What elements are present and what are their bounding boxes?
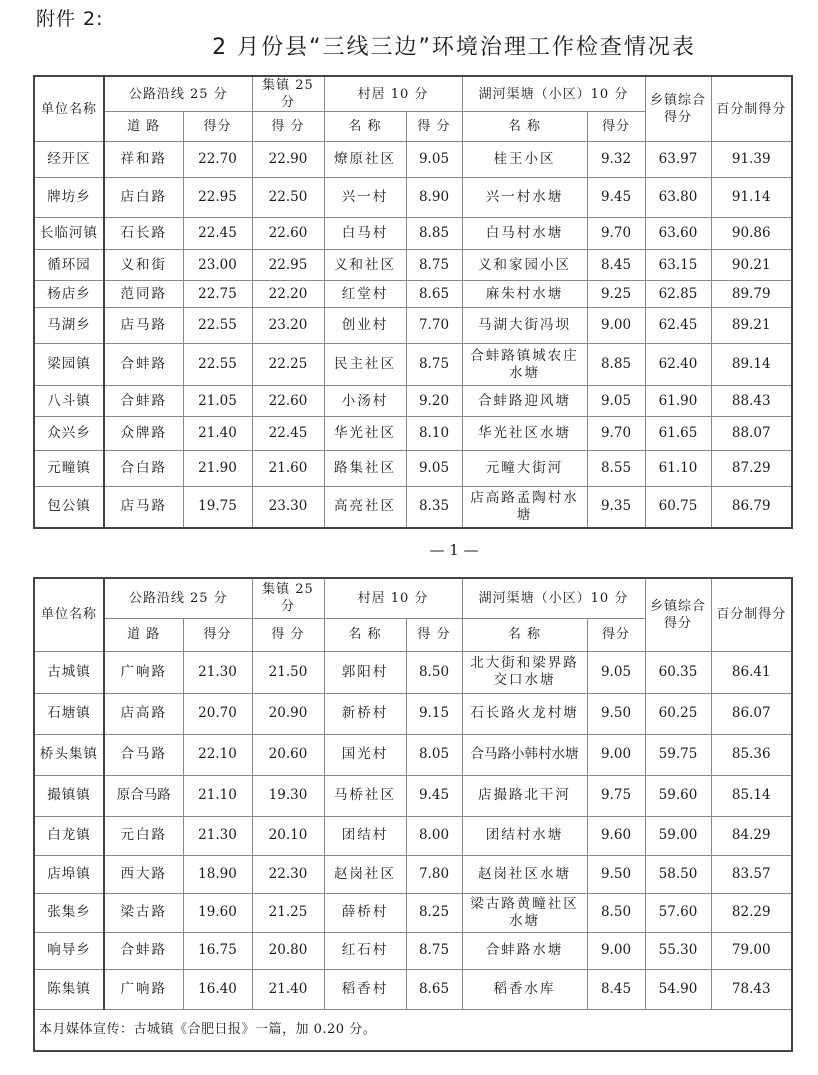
cell-village: 创业村	[324, 308, 406, 344]
cell-water-score: 9.45	[587, 178, 645, 218]
header-water-score: 得分	[587, 112, 645, 142]
header-road-name: 道 路	[104, 618, 183, 651]
cell-water: 元疃大街河	[462, 451, 587, 487]
cell-road: 合白路	[104, 451, 183, 487]
cell-water-score: 8.85	[587, 344, 645, 386]
cell-unit: 众兴乡	[34, 417, 104, 451]
header-road-group: 公路沿线 25 分	[104, 578, 252, 618]
cell-road: 广响路	[104, 651, 183, 693]
cell-town-score: 19.30	[252, 775, 324, 816]
cell-village-score: 8.75	[406, 250, 462, 281]
cell-village: 燎原社区	[324, 142, 406, 178]
cell-village-score: 8.05	[406, 734, 462, 775]
cell-water: 麻朱村水塘	[462, 281, 587, 308]
table-row	[34, 344, 792, 386]
cell-road-score: 18.90	[183, 855, 252, 893]
cell-village-score: 8.10	[406, 417, 462, 451]
cell-water-score: 9.25	[587, 281, 645, 308]
cell-village-score: 8.65	[406, 281, 462, 308]
score-table-1	[33, 75, 793, 529]
cell-village-score: 8.00	[406, 816, 462, 855]
cell-road: 原合马路	[104, 775, 183, 816]
table-row	[34, 969, 792, 1009]
cell-percent: 88.07	[711, 417, 792, 451]
cell-unit: 马湖乡	[34, 308, 104, 344]
cell-water-score: 8.50	[587, 893, 645, 932]
table-row	[34, 816, 792, 855]
cell-percent: 87.29	[711, 451, 792, 487]
cell-water-score: 9.00	[587, 734, 645, 775]
header-village-name: 名 称	[324, 112, 406, 142]
cell-road-score: 22.55	[183, 308, 252, 344]
cell-water-score: 9.70	[587, 417, 645, 451]
header-road-group: 公路沿线 25 分	[104, 76, 252, 112]
attachment-label: 附件 2:	[36, 8, 104, 30]
cell-village-score: 7.70	[406, 308, 462, 344]
header-composite: 乡镇综合得分	[645, 76, 711, 142]
cell-water: 赵岗社区水塘	[462, 855, 587, 893]
cell-village-score: 8.50	[406, 651, 462, 693]
cell-water: 合蚌路迎风塘	[462, 386, 587, 417]
cell-composite: 61.65	[645, 417, 711, 451]
header-town-score: 得 分	[252, 618, 324, 651]
cell-composite: 62.40	[645, 344, 711, 386]
table-row	[34, 308, 792, 344]
cell-road-score: 16.75	[183, 932, 252, 969]
table-row	[34, 386, 792, 417]
cell-water-score: 9.60	[587, 816, 645, 855]
table-row	[34, 855, 792, 893]
cell-composite: 60.35	[645, 651, 711, 693]
cell-village: 义和社区	[324, 250, 406, 281]
header-town-score: 得 分	[252, 112, 324, 142]
note-row	[34, 1009, 792, 1051]
cell-town-score: 20.60	[252, 734, 324, 775]
cell-percent: 86.41	[711, 651, 792, 693]
cell-road-score: 16.40	[183, 969, 252, 1009]
cell-composite: 60.75	[645, 487, 711, 528]
cell-village-score: 8.25	[406, 893, 462, 932]
cell-road: 义和街	[104, 250, 183, 281]
cell-village-score: 8.75	[406, 344, 462, 386]
cell-road: 合蚌路	[104, 932, 183, 969]
cell-road: 合蚌路	[104, 386, 183, 417]
cell-unit: 桥头集镇	[34, 734, 104, 775]
cell-water: 华光社区水塘	[462, 417, 587, 451]
cell-percent: 89.14	[711, 344, 792, 386]
cell-water: 兴一村水塘	[462, 178, 587, 218]
cell-percent: 78.43	[711, 969, 792, 1009]
cell-village-score: 9.15	[406, 693, 462, 734]
cell-road-score: 19.75	[183, 487, 252, 528]
cell-percent: 88.43	[711, 386, 792, 417]
cell-unit: 杨店乡	[34, 281, 104, 308]
cell-town-score: 22.95	[252, 250, 324, 281]
cell-water: 店撮路北干河	[462, 775, 587, 816]
cell-village: 红堂村	[324, 281, 406, 308]
document-title: 2 月份县“三线三边”环境治理工作检查情况表	[212, 35, 696, 60]
cell-composite: 63.60	[645, 218, 711, 250]
cell-percent: 82.29	[711, 893, 792, 932]
cell-water-score: 9.00	[587, 308, 645, 344]
cell-water: 马湖大街冯坝	[462, 308, 587, 344]
cell-town-score: 21.60	[252, 451, 324, 487]
header-composite: 乡镇综合得分	[645, 578, 711, 651]
cell-town-score: 22.30	[252, 855, 324, 893]
cell-water-score: 9.50	[587, 693, 645, 734]
cell-village-score: 8.85	[406, 218, 462, 250]
cell-percent: 83.57	[711, 855, 792, 893]
cell-village: 民主社区	[324, 344, 406, 386]
table-row	[34, 932, 792, 969]
cell-percent: 90.21	[711, 250, 792, 281]
cell-village-score: 8.65	[406, 969, 462, 1009]
cell-village: 路集社区	[324, 451, 406, 487]
cell-road: 众牌路	[104, 417, 183, 451]
cell-village-score: 8.75	[406, 932, 462, 969]
cell-road-score: 21.10	[183, 775, 252, 816]
cell-town-score: 22.90	[252, 142, 324, 178]
cell-water: 北大街和梁界路交口水塘	[462, 651, 587, 693]
cell-road: 祥和路	[104, 142, 183, 178]
cell-town-score: 23.20	[252, 308, 324, 344]
cell-water: 店高路孟陶村水塘	[462, 487, 587, 528]
cell-village: 国光村	[324, 734, 406, 775]
header-water-name: 名 称	[462, 112, 587, 142]
cell-percent: 90.86	[711, 218, 792, 250]
table-row	[34, 893, 792, 932]
cell-town-score: 22.20	[252, 281, 324, 308]
cell-road: 店马路	[104, 308, 183, 344]
cell-unit: 店埠镇	[34, 855, 104, 893]
cell-water-score: 9.05	[587, 651, 645, 693]
cell-percent: 84.29	[711, 816, 792, 855]
cell-water-score: 9.35	[587, 487, 645, 528]
cell-village: 郭阳村	[324, 651, 406, 693]
table-row	[34, 142, 792, 178]
cell-percent: 91.39	[711, 142, 792, 178]
header-village-group: 村居 10 分	[324, 76, 462, 112]
cell-road-score: 21.30	[183, 651, 252, 693]
cell-road: 西大路	[104, 855, 183, 893]
cell-town-score: 20.90	[252, 693, 324, 734]
cell-village-score: 8.35	[406, 487, 462, 528]
cell-unit: 梁园镇	[34, 344, 104, 386]
cell-unit: 包公镇	[34, 487, 104, 528]
table-row	[34, 218, 792, 250]
cell-village: 华光社区	[324, 417, 406, 451]
cell-town-score: 21.25	[252, 893, 324, 932]
header-percent: 百分制得分	[711, 578, 792, 651]
cell-water: 稻香水库	[462, 969, 587, 1009]
header-village-score: 得 分	[406, 618, 462, 651]
cell-road: 店马路	[104, 487, 183, 528]
cell-percent: 89.21	[711, 308, 792, 344]
cell-village: 新桥村	[324, 693, 406, 734]
cell-town-score: 22.45	[252, 417, 324, 451]
cell-village: 马桥社区	[324, 775, 406, 816]
cell-composite: 63.80	[645, 178, 711, 218]
cell-road-score: 22.45	[183, 218, 252, 250]
page-number: — 1 —	[429, 541, 479, 559]
cell-road-score: 22.10	[183, 734, 252, 775]
table-row	[34, 250, 792, 281]
cell-water: 合马路小韩村水塘	[462, 734, 587, 775]
cell-water-score: 9.75	[587, 775, 645, 816]
cell-water: 桂王小区	[462, 142, 587, 178]
header-water-group: 湖河渠塘（小区）10 分	[462, 578, 645, 618]
table-row	[34, 693, 792, 734]
cell-unit: 八斗镇	[34, 386, 104, 417]
cell-road-score: 21.05	[183, 386, 252, 417]
cell-unit: 撮镇镇	[34, 775, 104, 816]
cell-village-score: 9.05	[406, 451, 462, 487]
cell-road-score: 20.70	[183, 693, 252, 734]
cell-water: 石长路火龙村塘	[462, 693, 587, 734]
table-row	[34, 734, 792, 775]
header-water-name: 名 称	[462, 618, 587, 651]
cell-village: 兴一村	[324, 178, 406, 218]
cell-village: 薛桥村	[324, 893, 406, 932]
cell-percent: 91.14	[711, 178, 792, 218]
cell-water-score: 8.45	[587, 969, 645, 1009]
cell-road-score: 19.60	[183, 893, 252, 932]
cell-water-score: 9.00	[587, 932, 645, 969]
cell-composite: 63.97	[645, 142, 711, 178]
cell-road-score: 21.30	[183, 816, 252, 855]
cell-unit: 长临河镇	[34, 218, 104, 250]
cell-composite: 59.60	[645, 775, 711, 816]
cell-town-score: 20.10	[252, 816, 324, 855]
cell-road: 店白路	[104, 178, 183, 218]
cell-unit: 响导乡	[34, 932, 104, 969]
cell-village-score: 9.20	[406, 386, 462, 417]
cell-road: 梁古路	[104, 893, 183, 932]
cell-percent: 85.14	[711, 775, 792, 816]
cell-water: 合蚌路镇城农庄水塘	[462, 344, 587, 386]
cell-town-score: 22.60	[252, 386, 324, 417]
header-village-group: 村居 10 分	[324, 578, 462, 618]
cell-village: 稻香村	[324, 969, 406, 1009]
cell-water: 白马村水塘	[462, 218, 587, 250]
cell-village: 白马村	[324, 218, 406, 250]
cell-town-score: 23.30	[252, 487, 324, 528]
cell-water: 团结村水塘	[462, 816, 587, 855]
cell-road-score: 21.40	[183, 417, 252, 451]
cell-unit: 白龙镇	[34, 816, 104, 855]
cell-unit: 古城镇	[34, 651, 104, 693]
cell-road: 广响路	[104, 969, 183, 1009]
cell-road-score: 22.70	[183, 142, 252, 178]
cell-road-score: 23.00	[183, 250, 252, 281]
cell-percent: 86.79	[711, 487, 792, 528]
cell-water: 合蚌路水塘	[462, 932, 587, 969]
cell-village: 赵岗社区	[324, 855, 406, 893]
cell-composite: 57.60	[645, 893, 711, 932]
cell-composite: 62.45	[645, 308, 711, 344]
header-road-score: 得分	[183, 618, 252, 651]
header-road-name: 道 路	[104, 112, 183, 142]
header-water-score: 得分	[587, 618, 645, 651]
cell-water-score: 9.50	[587, 855, 645, 893]
table-row	[34, 651, 792, 693]
cell-village-score: 8.90	[406, 178, 462, 218]
cell-water: 梁古路黄疃社区水塘	[462, 893, 587, 932]
cell-water-score: 8.45	[587, 250, 645, 281]
cell-road: 石长路	[104, 218, 183, 250]
cell-village: 高亮社区	[324, 487, 406, 528]
header-unit: 单位名称	[34, 76, 104, 142]
table-row	[34, 451, 792, 487]
cell-percent: 79.00	[711, 932, 792, 969]
cell-village: 小汤村	[324, 386, 406, 417]
header-town-group: 集镇 25 分	[252, 76, 324, 112]
cell-composite: 61.10	[645, 451, 711, 487]
cell-road: 范同路	[104, 281, 183, 308]
header-village-score: 得 分	[406, 112, 462, 142]
score-table-2	[33, 577, 793, 1052]
cell-water-score: 9.05	[587, 386, 645, 417]
cell-unit: 循环园	[34, 250, 104, 281]
cell-road-score: 22.55	[183, 344, 252, 386]
cell-composite: 62.85	[645, 281, 711, 308]
cell-road-score: 22.95	[183, 178, 252, 218]
media-note: 本月媒体宣传：古城镇《合肥日报》一篇，加 0.20 分。	[34, 1009, 792, 1051]
cell-road: 元白路	[104, 816, 183, 855]
header-road-score: 得分	[183, 112, 252, 142]
cell-water-score: 9.70	[587, 218, 645, 250]
cell-village-score: 9.05	[406, 142, 462, 178]
header-water-group: 湖河渠塘（小区）10 分	[462, 76, 645, 112]
cell-unit: 张集乡	[34, 893, 104, 932]
cell-village: 团结村	[324, 816, 406, 855]
cell-composite: 59.75	[645, 734, 711, 775]
cell-unit: 石塘镇	[34, 693, 104, 734]
table-row	[34, 417, 792, 451]
cell-composite: 60.25	[645, 693, 711, 734]
header-unit: 单位名称	[34, 578, 104, 651]
cell-composite: 63.15	[645, 250, 711, 281]
cell-road-score: 21.90	[183, 451, 252, 487]
cell-percent: 89.79	[711, 281, 792, 308]
cell-composite: 58.50	[645, 855, 711, 893]
cell-town-score: 22.25	[252, 344, 324, 386]
cell-town-score: 21.50	[252, 651, 324, 693]
table-row	[34, 281, 792, 308]
cell-town-score: 21.40	[252, 969, 324, 1009]
table-row	[34, 487, 792, 528]
cell-village-score: 9.45	[406, 775, 462, 816]
header-town-group: 集镇 25 分	[252, 578, 324, 618]
cell-village-score: 7.80	[406, 855, 462, 893]
cell-composite: 55.30	[645, 932, 711, 969]
cell-road: 合蚌路	[104, 344, 183, 386]
cell-village: 红石村	[324, 932, 406, 969]
cell-unit: 元疃镇	[34, 451, 104, 487]
cell-water-score: 9.32	[587, 142, 645, 178]
cell-composite: 61.90	[645, 386, 711, 417]
cell-percent: 85.36	[711, 734, 792, 775]
cell-unit: 陈集镇	[34, 969, 104, 1009]
cell-composite: 54.90	[645, 969, 711, 1009]
cell-percent: 86.07	[711, 693, 792, 734]
header-village-name: 名 称	[324, 618, 406, 651]
cell-road: 合马路	[104, 734, 183, 775]
cell-town-score: 22.60	[252, 218, 324, 250]
header-percent: 百分制得分	[711, 76, 792, 142]
cell-unit: 牌坊乡	[34, 178, 104, 218]
cell-composite: 59.00	[645, 816, 711, 855]
cell-water-score: 8.55	[587, 451, 645, 487]
table-row	[34, 178, 792, 218]
cell-town-score: 22.50	[252, 178, 324, 218]
cell-town-score: 20.80	[252, 932, 324, 969]
cell-road: 店高路	[104, 693, 183, 734]
cell-unit: 经开区	[34, 142, 104, 178]
cell-road-score: 22.75	[183, 281, 252, 308]
cell-water: 义和家园小区	[462, 250, 587, 281]
table-row	[34, 775, 792, 816]
